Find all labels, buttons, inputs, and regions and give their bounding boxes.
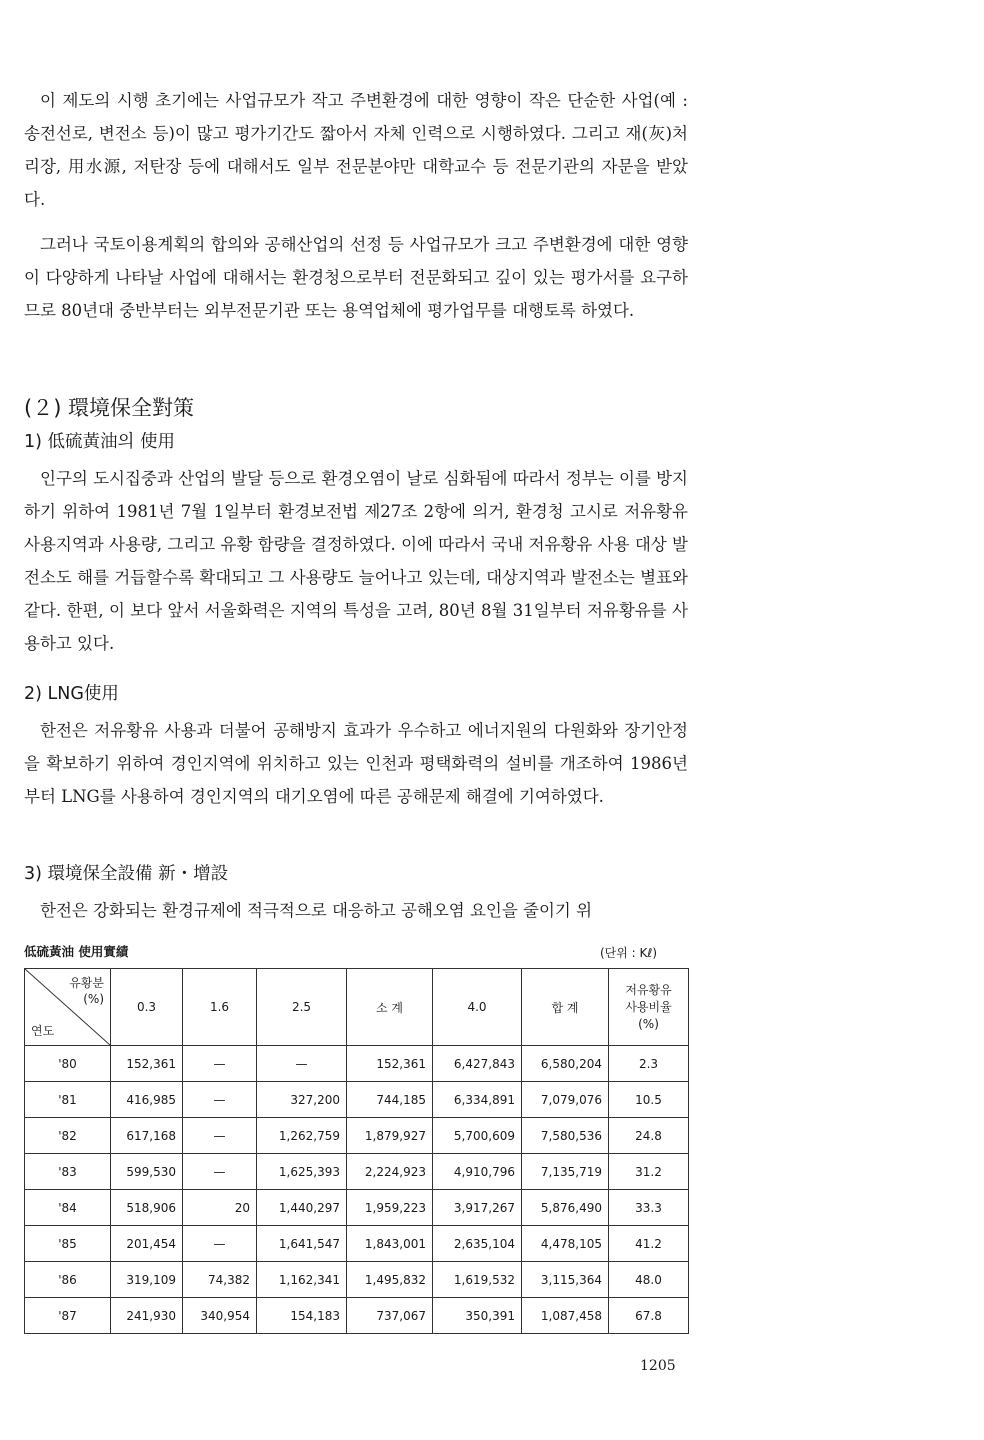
table-cell: 327,200: [257, 1082, 347, 1118]
column-header-ratio: [609, 969, 689, 1046]
table-cell: —: [183, 1082, 257, 1118]
year-cell: '87: [25, 1298, 111, 1334]
corner-header-sulfur: [69, 975, 104, 1007]
paragraph-3: 인구의 도시집중과 산업의 발달 등으로 환경오염이 날로 심화됨에 따라서 정부는 이를 방지하기 위하여 1981년 7월 1일부터 환경보전법 제27조 2항에 의거, 환경청 고시로 저유황유 사용지역과 사용량, 그리고 유황 함량을 결정하였다. 이에 따라서 국내 저유황유 사용 대상 발전소도 해를 거듭할수록 확대되고 그 사용량도 늘어나고 있는데, 대상지역과 발전소는 별표와 같다. 한편, 이 보다 앞서 서울화력은 지역의 특성을 고려, 80년 8월 31일부터 저유황유를 사용하고 있다.: [24, 469, 688, 653]
year-cell: '84: [25, 1190, 111, 1226]
column-header: 4.0: [433, 969, 522, 1046]
ratio-header-line: (%): [638, 1016, 659, 1031]
year-cell: '80: [25, 1046, 111, 1082]
table-cell: 350,391: [433, 1298, 522, 1334]
table-cell: 1,625,393: [257, 1154, 347, 1190]
table-cell: 2,635,104: [433, 1226, 522, 1262]
table-cell: —: [183, 1118, 257, 1154]
table-cell: 41.2: [609, 1226, 689, 1262]
table-cell: 7,079,076: [522, 1082, 609, 1118]
table-header-row: [25, 969, 689, 1046]
table-cell: 744,185: [347, 1082, 433, 1118]
table-cell: 31.2: [609, 1154, 689, 1190]
table-cell: 241,930: [111, 1298, 183, 1334]
table-cell: 33.3: [609, 1190, 689, 1226]
table-cell: 20: [183, 1190, 257, 1226]
column-header: 합 계: [522, 969, 609, 1046]
table-cell: 599,530: [111, 1154, 183, 1190]
section-heading: (２) 環境保全對策: [24, 396, 195, 420]
table-cell: 1,959,223: [347, 1190, 433, 1226]
table-cell: 5,876,490: [522, 1190, 609, 1226]
corner-sulfur-label: 유황분: [69, 976, 104, 990]
ratio-header-line: 저유황유: [625, 982, 672, 997]
table-row: [25, 1298, 689, 1334]
column-header: 1.6: [183, 969, 257, 1046]
table-row: [25, 1118, 689, 1154]
table-cell: 48.0: [609, 1262, 689, 1298]
table-cell: 416,985: [111, 1082, 183, 1118]
table-title: 低硫黃油 使用實績: [24, 944, 129, 959]
table-cell: 6,334,891: [433, 1082, 522, 1118]
table-cell: 1,879,927: [347, 1118, 433, 1154]
paragraph-1: 이 제도의 시행 초기에는 사업규모가 작고 주변환경에 대한 영향이 작은 단순한 사업(예 : 송전선로, 변전소 등)이 많고 평가기간도 짧아서 자체 인력으로 시행하였다. 그리고 재(灰)처리장, 用水源, 저탄장 등에 대해서도 일부 전문분야만 대학교수 등 전문기관의 자문을 받았다.: [24, 91, 688, 209]
table-cell: 340,954: [183, 1298, 257, 1334]
table-cell: 1,087,458: [522, 1298, 609, 1334]
table-cell: 1,495,832: [347, 1262, 433, 1298]
table-row: [25, 1154, 689, 1190]
table-row: [25, 1046, 689, 1082]
table-cell: —: [183, 1226, 257, 1262]
table-cell: —: [257, 1046, 347, 1082]
corner-sulfur-unit: (%): [83, 992, 104, 1006]
table-cell: 1,843,001: [347, 1226, 433, 1262]
table-unit: (단위 : Kℓ): [600, 946, 658, 960]
table-cell: 10.5: [609, 1082, 689, 1118]
ratio-header-line: 사용비율: [625, 999, 672, 1014]
table-cell: —: [183, 1046, 257, 1082]
table-cell: 2.3: [609, 1046, 689, 1082]
table-cell: 1,262,759: [257, 1118, 347, 1154]
table-cell: 67.8: [609, 1298, 689, 1334]
column-header: 0.3: [111, 969, 183, 1046]
year-cell: '86: [25, 1262, 111, 1298]
table-cell: 154,183: [257, 1298, 347, 1334]
table-corner-header: [25, 969, 111, 1046]
table-cell: 1,440,297: [257, 1190, 347, 1226]
paragraph-2: 그러나 국토이용계획의 합의와 공해산업의 선정 등 사업규모가 크고 주변환경에 대한 영향이 다양하게 나타날 사업에 대해서는 환경청으로부터 전문화되고 깊이 있는 평가서를 요구하므로 80년대 중반부터는 외부전문기관 또는 용역업체에 평가업무를 대행토록 하였다.: [24, 235, 688, 320]
year-cell: '85: [25, 1226, 111, 1262]
corner-header-year: 연도: [31, 1024, 55, 1038]
table-cell: 6,427,843: [433, 1046, 522, 1082]
table-cell: 7,135,719: [522, 1154, 609, 1190]
table-cell: 1,619,532: [433, 1262, 522, 1298]
table-cell: 617,168: [111, 1118, 183, 1154]
table-cell: 4,910,796: [433, 1154, 522, 1190]
table-cell: 152,361: [111, 1046, 183, 1082]
year-cell: '82: [25, 1118, 111, 1154]
table-cell: 1,641,547: [257, 1226, 347, 1262]
table-cell: 6,580,204: [522, 1046, 609, 1082]
table-body: [25, 1046, 689, 1334]
table-cell: 1,162,341: [257, 1262, 347, 1298]
table-cell: 3,115,364: [522, 1262, 609, 1298]
table-cell: 24.8: [609, 1118, 689, 1154]
column-header: 소 계: [347, 969, 433, 1046]
table-cell: 3,917,267: [433, 1190, 522, 1226]
paragraph-5: 한전은 강화되는 환경규제에 적극적으로 대응하고 공해오염 요인을 줄이기 위: [40, 901, 593, 920]
table-cell: 4,478,105: [522, 1226, 609, 1262]
low-sulfur-oil-table: [24, 968, 689, 1334]
year-cell: '83: [25, 1154, 111, 1190]
table-row: [25, 1082, 689, 1118]
table-cell: 319,109: [111, 1262, 183, 1298]
table-row: [25, 1190, 689, 1226]
column-header: 2.5: [257, 969, 347, 1046]
subheading-lng: 2) LNG使用: [24, 684, 119, 704]
table-cell: 7,580,536: [522, 1118, 609, 1154]
table-cell: —: [183, 1154, 257, 1190]
page-number: 1205: [640, 1358, 676, 1374]
table-cell: 2,224,923: [347, 1154, 433, 1190]
table-cell: 518,906: [111, 1190, 183, 1226]
table-row: [25, 1262, 689, 1298]
table-cell: 737,067: [347, 1298, 433, 1334]
subheading-low-sulfur-oil: 1) 低硫黃油의 使用: [24, 432, 175, 452]
table-cell: 5,700,609: [433, 1118, 522, 1154]
table-row: [25, 1226, 689, 1262]
table-cell: 152,361: [347, 1046, 433, 1082]
paragraph-4: 한전은 저유황유 사용과 더불어 공해방지 효과가 우수하고 에너지원의 다원화와 장기안정을 확보하기 위하여 경인지역에 위치하고 있는 인천과 평택화력의 설비를 개조하여 1986년부터 LNG를 사용하여 경인지역의 대기오염에 따른 공해문제 해결에 기여하였다.: [24, 721, 688, 806]
subheading-environmental-equipment: 3) 環境保全設備 新・增設: [24, 864, 229, 884]
year-cell: '81: [25, 1082, 111, 1118]
table-cell: 74,382: [183, 1262, 257, 1298]
table-cell: 201,454: [111, 1226, 183, 1262]
